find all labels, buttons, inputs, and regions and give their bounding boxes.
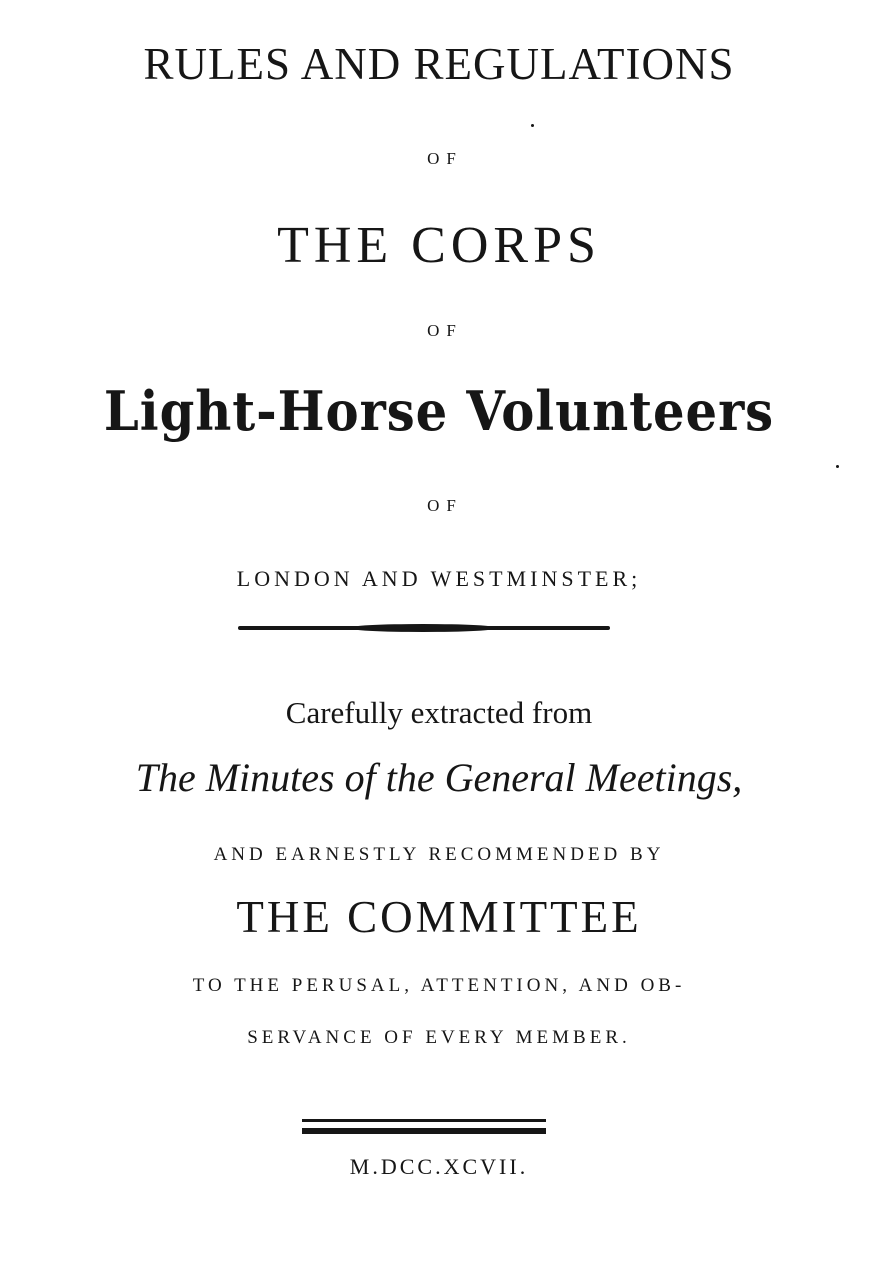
publication-date: M.DCC.XCVII. [349,1154,529,1179]
double-rule-thin [302,1119,546,1122]
main-title: RULES AND REGULATIONS [143,39,735,89]
double-rule [302,1119,546,1135]
of-connector-2: OF [427,321,463,340]
ink-speck [531,124,534,127]
extracted-line: Carefully extracted from [285,695,593,730]
ink-speck [836,465,839,468]
committee-heading: THE COMMITTEE [236,892,642,942]
of-connector-3: OF [427,496,463,515]
recommended-line: AND EARNESTLY RECOMMENDED BY [213,844,665,865]
perusal-line-1: TO THE PERUSAL, ATTENTION, AND OB- [192,975,686,996]
double-rule-thick [302,1128,546,1134]
source-line: The Minutes of the General Meetings, [135,755,743,800]
location-line: LONDON AND WESTMINSTER; [236,566,642,591]
perusal-line-2: SERVANCE OF EVERY MEMBER. [247,1027,631,1048]
corps-heading: THE CORPS [277,217,601,274]
of-connector-1: OF [427,149,463,168]
ornamental-rule [238,626,610,630]
unit-name: Light-Horse Volunteers [103,379,775,443]
